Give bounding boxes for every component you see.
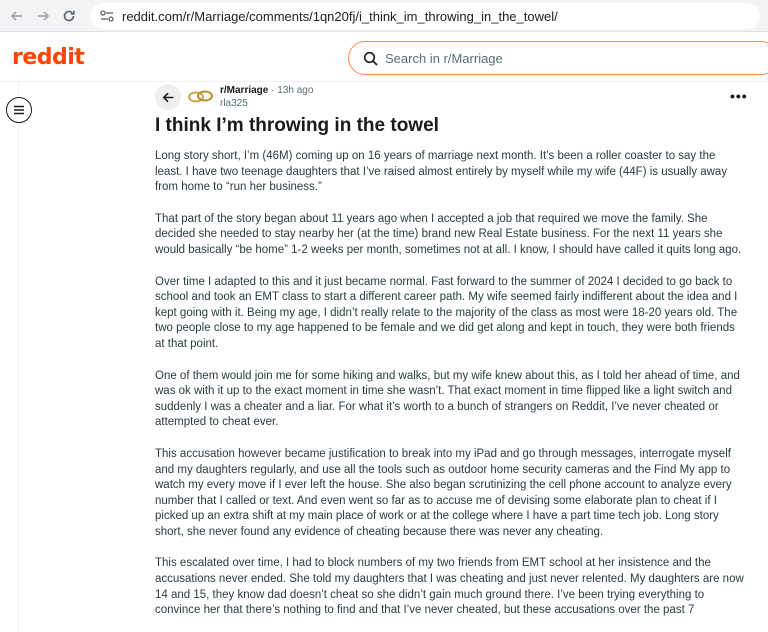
post-paragraph: This escalated over time, I had to block numbers of my two friends from EMT school at her insistence and the accusations never ended. She told my daughters that I was cheating and just never relented. My daughters are now 14 and 15, they know dad doesn’t cheat so she didn’t gain much ground there. I’ve been trying everything to convince her that there’s nothing to find and that I’ve never cheated, but these accusations over the past 7 [155,557,744,617]
search-bar[interactable] [348,41,768,75]
search-icon [363,50,379,66]
post-paragraph: That part of the story began about 11 years ago when I accepted a job that required we move the family. She decided she needed to stay nearby her (at the time) brand new Real Estate business. For the next 11 years she would basically “be home” 1-2 weeks per month, sometimes not at all. I know, I should have called it quits long ago. [155,212,742,256]
post-paragraph: Over time I adapted to this and it just became normal. Fast forward to the summer of 2024 I decided to go back to school and took an EMT class to start a different career path. My wife seemed fairly indifferent about the idea and I kept going with it. Being my age, I didn’t really relate to the majority of the class as most were 18-20 years old. The two people close to my age happened to be female and we did get along and kept in touch, they were both friends at that point. [155,275,738,350]
browser-toolbar [0,0,768,32]
more-options-icon[interactable]: ••• [730,88,748,104]
subreddit-link[interactable]: r/Marriage [220,85,269,96]
forward-arrow-icon[interactable] [32,5,54,27]
post-paragraph: Long story short, I’m (46M) coming up on 16 years of marriage next month. It’s been a roller coaster to say the least. I have two teenage daughters that I’ve raised almost entirely by myself while my wife (44F) is usually away from home to “run her business.” [155,150,728,194]
left-sidebar-divider [18,82,19,632]
site-header [0,32,768,82]
subreddit-avatar-rings-icon[interactable] [187,86,215,106]
post-body [155,149,745,632]
menu-icon[interactable] [6,97,32,123]
post-time: 13h ago [277,85,314,96]
url-text[interactable]: reddit.com/r/Marriage/comments/1qn20fj/i_think_im_throwing_in_the_towel/ [122,8,558,24]
author-link[interactable]: rla325 [220,98,248,109]
address-bar[interactable] [90,3,760,29]
back-arrow-icon[interactable] [6,5,28,27]
back-button[interactable] [155,84,181,110]
reddit-logo[interactable]: reddit [12,45,85,70]
post-paragraph: This accusation however became justification to break into my iPad and go through messages, interrogate myself and my daughters regularly, and use all the tools such as outdoor home security cameras and the Find My app to watch my every move if I ever left the house. She also began scrutinizing the cell phone account to analyze every number that I called or text. And even went so far as to accuse me of devising some elaborate plan to cheat if I picked up an extra shift at my main place of work or at the college where I have a part time tech job. Long story short, she never found any evidence of cheating because there was never any cheating. [155,447,732,538]
reload-icon[interactable] [58,5,80,27]
search-input[interactable] [385,51,745,66]
post-paragraph: One of them would join me for some hiking and walks, but my wife knew about this, as I told her ahead of time, and was ok with it up to the exact moment in time she wasn’t. That exact moment in time flipped like a light switch and suddenly I was a cheater and a liar. For what it’s worth to a bunch of strangers on Reddit, I’ve never cheated or attempted to cheat ever. [155,369,740,429]
post-meta [220,85,313,96]
post-title: I think I’m throwing in the towel [155,115,439,136]
meta-separator: · [271,85,275,96]
arrow-left-icon [162,91,175,104]
site-settings-icon[interactable] [96,10,118,22]
